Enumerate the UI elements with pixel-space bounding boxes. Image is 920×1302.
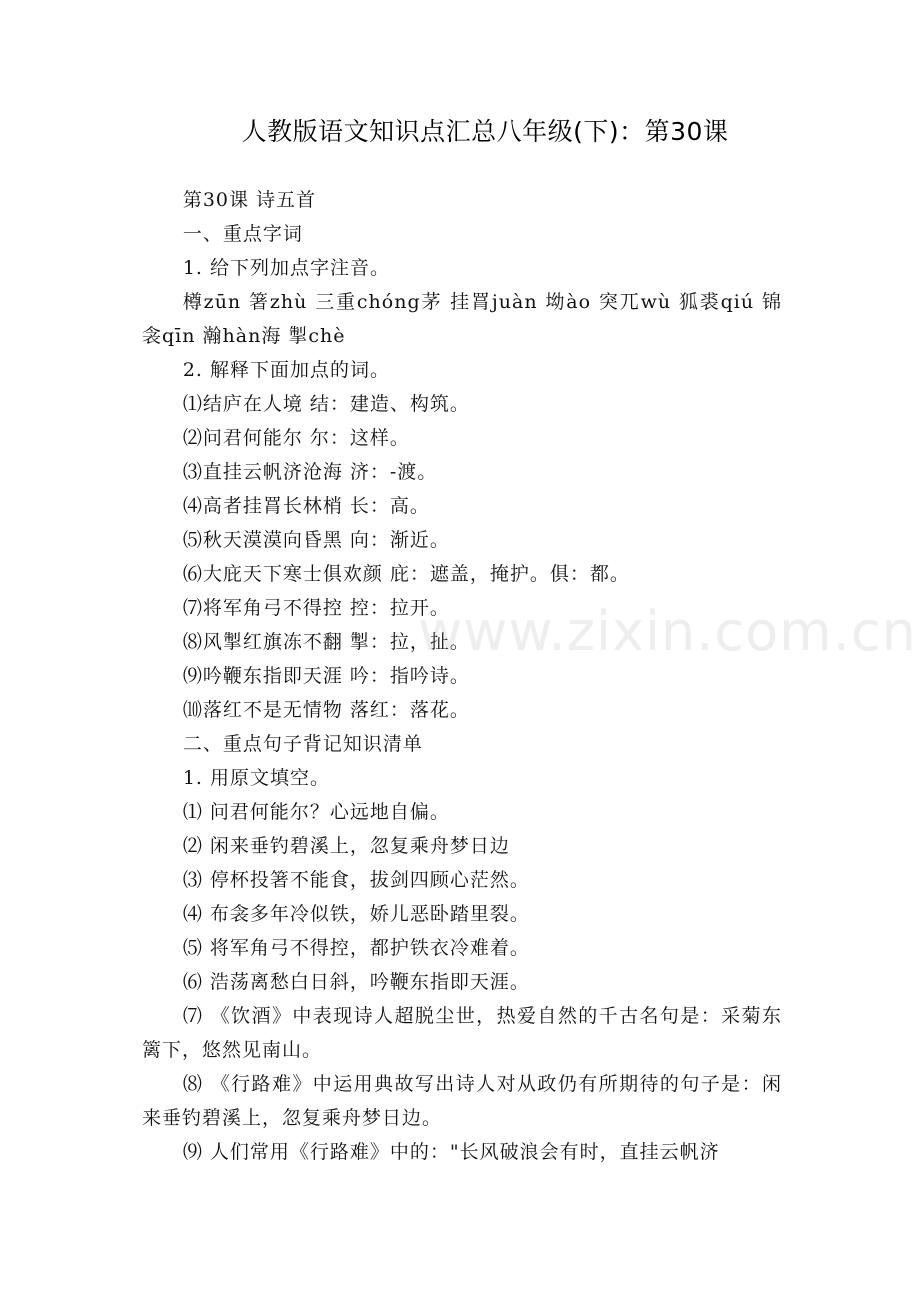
question-2: 2. 解释下面加点的词。: [182, 359, 391, 381]
word-explanation-1: ⑴结庐在人境 结：建造、构筑。: [182, 393, 470, 415]
word-explanation-2: ⑵问君何能尔 尔：这样。: [182, 427, 410, 449]
word-explanation-3: ⑶直挂云帆济沧海 济：-渡。: [182, 461, 438, 483]
watermark: www.zixin.com.cn: [418, 600, 917, 663]
section-heading-key-sentences: 二、重点句子背记知识清单: [182, 733, 423, 755]
pinyin-list: 樽zūn 箸zhù 三重chóng茅 挂罥juàn 坳ào 突兀wù 狐裘qiú 锦衾qīn 瀚hàn海 掣chè: [142, 291, 782, 347]
fill-in-3: ⑶ 停杯投箸不能食，拔剑四顾心茫然。: [182, 869, 530, 891]
document-title: 人教版语文知识点汇总八年级(下)：第30课: [241, 117, 729, 146]
fill-in-7: ⑺ 《饮酒》中表现诗人超脱尘世，热爱自然的千古名句是：采菊东篱下，悠然见南山。: [142, 1005, 782, 1061]
fill-in-heading: 1. 用原文填空。: [182, 767, 331, 789]
word-explanation-9: ⑼吟鞭东指即天涯 吟：指吟诗。: [182, 665, 470, 687]
word-explanation-4: ⑷高者挂罥长林梢 长：高。: [182, 495, 430, 517]
word-explanation-10: ⑽落红不是无情物 落红：落花。: [182, 699, 470, 721]
question-1: 1. 给下列加点字注音。: [182, 257, 391, 279]
word-explanation-8: ⑻风掣红旗冻不翻 掣：拉，扯。: [182, 631, 470, 653]
fill-in-1: ⑴ 问君何能尔？心远地自偏。: [182, 801, 450, 823]
section-heading-key-words: 一、重点字词: [182, 223, 303, 245]
word-explanation-7: ⑺将军角弓不得控 控：拉开。: [182, 597, 450, 619]
fill-in-9: ⑼ 人们常用《行路难》中的："长风破浪会有时，直挂云帆济: [182, 1141, 720, 1163]
word-explanation-6: ⑹大庇天下寒士俱欢颜 庇：遮盖，掩护。俱：都。: [182, 563, 630, 585]
fill-in-8: ⑻ 《行路难》中运用典故写出诗人对从政仍有所期待的句子是：闲来垂钓碧溪上，忽复乘舟梦日边。: [142, 1073, 782, 1129]
document-body: [142, 183, 782, 1169]
fill-in-2: ⑵ 闲来垂钓碧溪上，忽复乘舟梦日边: [182, 835, 510, 857]
fill-in-5: ⑸ 将军角弓不得控，都护铁衣冷难着。: [182, 937, 530, 959]
word-explanation-5: ⑸秋天漠漠向昏黑 向：渐近。: [182, 529, 450, 551]
heading-lesson: 第30课 诗五首: [182, 189, 317, 211]
fill-in-6: ⑹ 浩荡离愁白日斜，吟鞭东指即天涯。: [182, 971, 530, 993]
fill-in-4: ⑷ 布衾多年冷似铁，娇儿恶卧踏里裂。: [182, 903, 530, 925]
